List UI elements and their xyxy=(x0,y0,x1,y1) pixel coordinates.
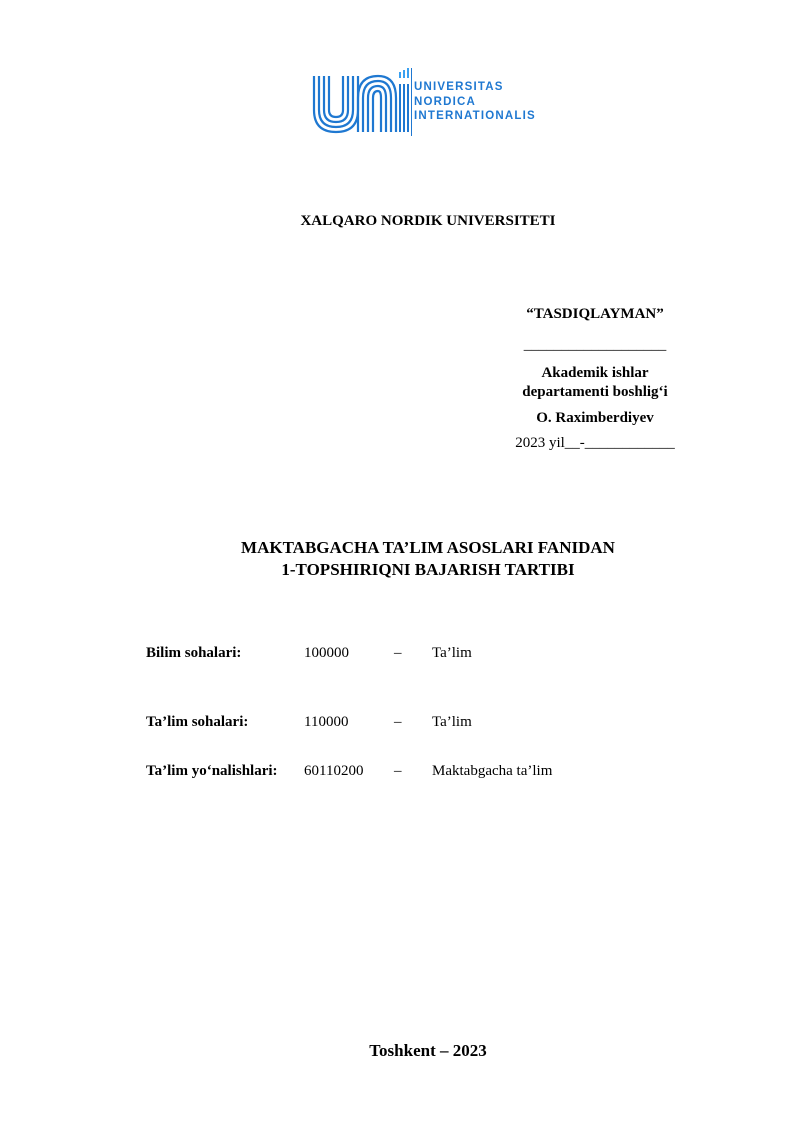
field-label: Ta’lim sohalari: xyxy=(146,714,249,730)
approver-name: O. Raximberdiyev xyxy=(536,410,654,426)
university-name: XALQARO NORDIK UNIVERSITETI xyxy=(300,213,556,229)
field-code: 100000 xyxy=(304,645,349,661)
approver-role xyxy=(500,364,690,402)
field-dash: – xyxy=(394,645,402,661)
signature-line: ___________________ xyxy=(523,337,667,353)
document-title xyxy=(0,537,800,581)
university-logo xyxy=(312,68,552,136)
field-label: Bilim sohalari: xyxy=(146,645,242,661)
field-name: Maktabgacha ta’lim xyxy=(432,763,553,779)
field-label: Ta’lim yo‘nalishlari: xyxy=(146,763,278,779)
approval-block xyxy=(500,306,690,452)
field-dash: – xyxy=(394,763,402,779)
approver-role-line1: Akademik ishlar xyxy=(541,365,649,381)
logo-text-line1: UNIVERSITAS xyxy=(414,81,504,93)
document-title-line1: MAKTABGACHA TA’LIM ASOSLARI FANIDAN xyxy=(241,538,615,557)
field-code: 60110200 xyxy=(304,763,364,779)
field-name: Ta’lim xyxy=(432,714,472,730)
field-dash: – xyxy=(394,714,402,730)
approval-title: “TASDIQLAYMAN” xyxy=(526,306,664,322)
field-name: Ta’lim xyxy=(432,645,472,661)
logo-text-line3: INTERNATIONALIS xyxy=(414,110,536,122)
approval-date: 2023 yil__-____________ xyxy=(515,435,675,451)
city-year-footer: Toshkent – 2023 xyxy=(369,1041,487,1060)
field-code: 110000 xyxy=(304,714,349,730)
logo-text-line2: NORDICA xyxy=(414,95,477,108)
logo-wordmark xyxy=(414,80,536,124)
approver-role-line2: departamenti boshlig‘i xyxy=(522,384,668,400)
document-title-line2: 1-TOPSHIRIQNI BAJARISH TARTIBI xyxy=(281,560,575,579)
uni-logo-mark-icon xyxy=(312,68,412,136)
